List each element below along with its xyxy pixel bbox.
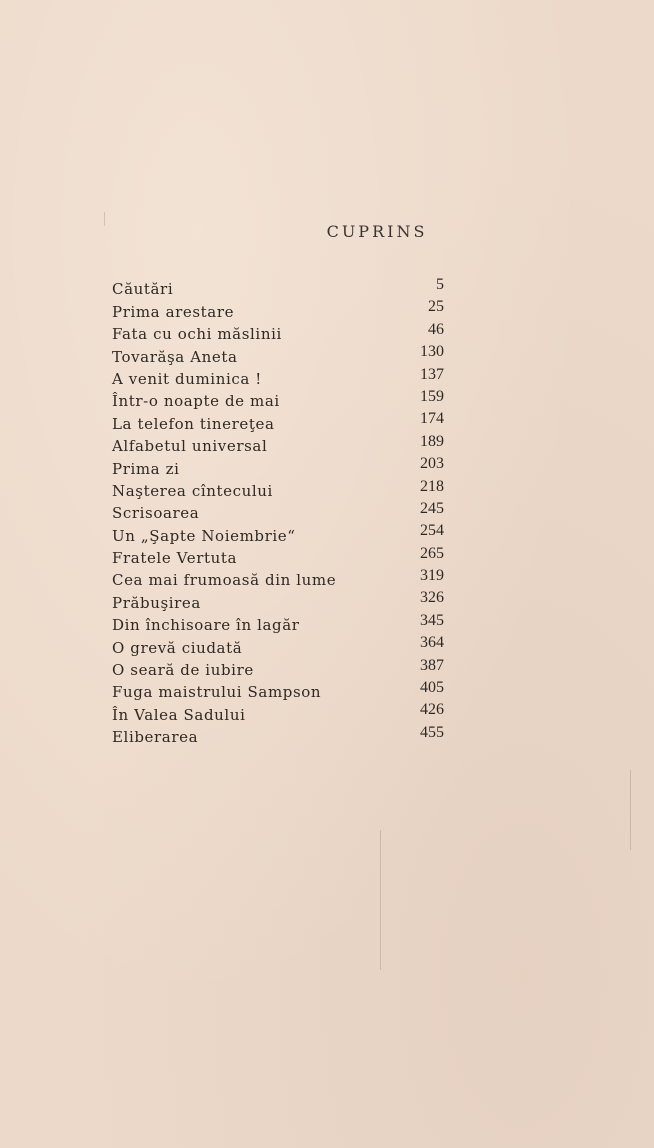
toc-entry-title: Prima arestare [112,302,235,321]
paper-crease [630,770,631,850]
toc-row [112,545,452,567]
toc-row [112,724,452,746]
toc-entry-title: Prima zi [112,459,180,478]
toc-entry-page: 455 [420,723,444,741]
toc-entry-title: O grevă ciudată [112,638,243,657]
toc-entry-title: Un „Şapte Noiembrie“ [112,526,296,545]
toc-row [112,612,452,634]
toc-row [112,433,452,455]
toc-entry-page: 245 [420,499,444,517]
toc-row [112,589,452,611]
toc-entry-title: Tovarăşa Aneta [112,347,238,366]
toc-entry-title: Scrisoarea [112,504,200,523]
toc-row [112,679,452,701]
page-title: CUPRINS [326,222,428,241]
toc-entry-page: 345 [420,611,444,629]
toc-entry-page: 137 [420,365,444,383]
toc-entry-page: 405 [420,679,444,697]
toc-entry-page: 159 [420,387,444,405]
toc-entry-page: 364 [420,634,444,652]
toc-entry-page: 25 [428,298,444,316]
toc-row [112,657,452,679]
toc-entry-title: Eliberarea [112,728,199,747]
toc-entry-page: 130 [420,343,444,361]
toc-entry-page: 218 [420,477,444,495]
toc-row [112,410,452,432]
toc-entry-title: Fata cu ochi măslinii [112,325,282,344]
toc-entry-page: 189 [420,432,444,450]
toc-entry-page: 203 [420,455,444,473]
toc-entry-title: Naşterea cîntecului [112,481,273,500]
toc-entry-title: Căutări [112,280,174,299]
toc-row [112,343,452,365]
toc-entry-title: Alfabetul universal [112,437,268,456]
toc-entry-page: 254 [420,522,444,540]
toc-entry-page: 265 [420,544,444,562]
toc-row [112,500,452,522]
toc-row [112,522,452,544]
toc-entry-page: 326 [420,589,444,607]
toc-row [112,298,452,320]
toc-entry-title: Într-o noapte de mai [112,392,280,411]
toc-entry-title: O seară de iubire [112,661,254,680]
paper-crease [380,830,381,970]
toc-entry-title: La telefon tinereţea [112,414,275,433]
toc-row [112,455,452,477]
toc-entry-title: A venit duminica ! [112,369,262,388]
toc-entry-page: 46 [428,320,444,338]
toc-entry-title: În Valea Sadului [112,705,246,724]
toc-entry-page: 319 [420,567,444,585]
toc-row [112,701,452,723]
toc-row [112,276,452,298]
toc-row [112,567,452,589]
toc-entry-page: 426 [420,701,444,719]
toc-row [112,366,452,388]
toc-row [112,321,452,343]
toc-entry-title: Fuga maistrului Sampson [112,683,322,702]
toc-row [112,388,452,410]
toc-entry-title: Prăbuşirea [112,593,201,612]
toc-entry-title: Cea mai frumoasă din lume [112,571,337,590]
toc-entry-page: 174 [420,410,444,428]
toc-entry-page: 5 [436,276,444,293]
toc-row [112,478,452,500]
toc-entry-page: 387 [420,656,444,674]
toc-row [112,634,452,656]
table-of-contents [112,276,452,746]
toc-entry-title: Fratele Vertuta [112,549,238,568]
toc-entry-title: Din închisoare în lagăr [112,616,300,635]
